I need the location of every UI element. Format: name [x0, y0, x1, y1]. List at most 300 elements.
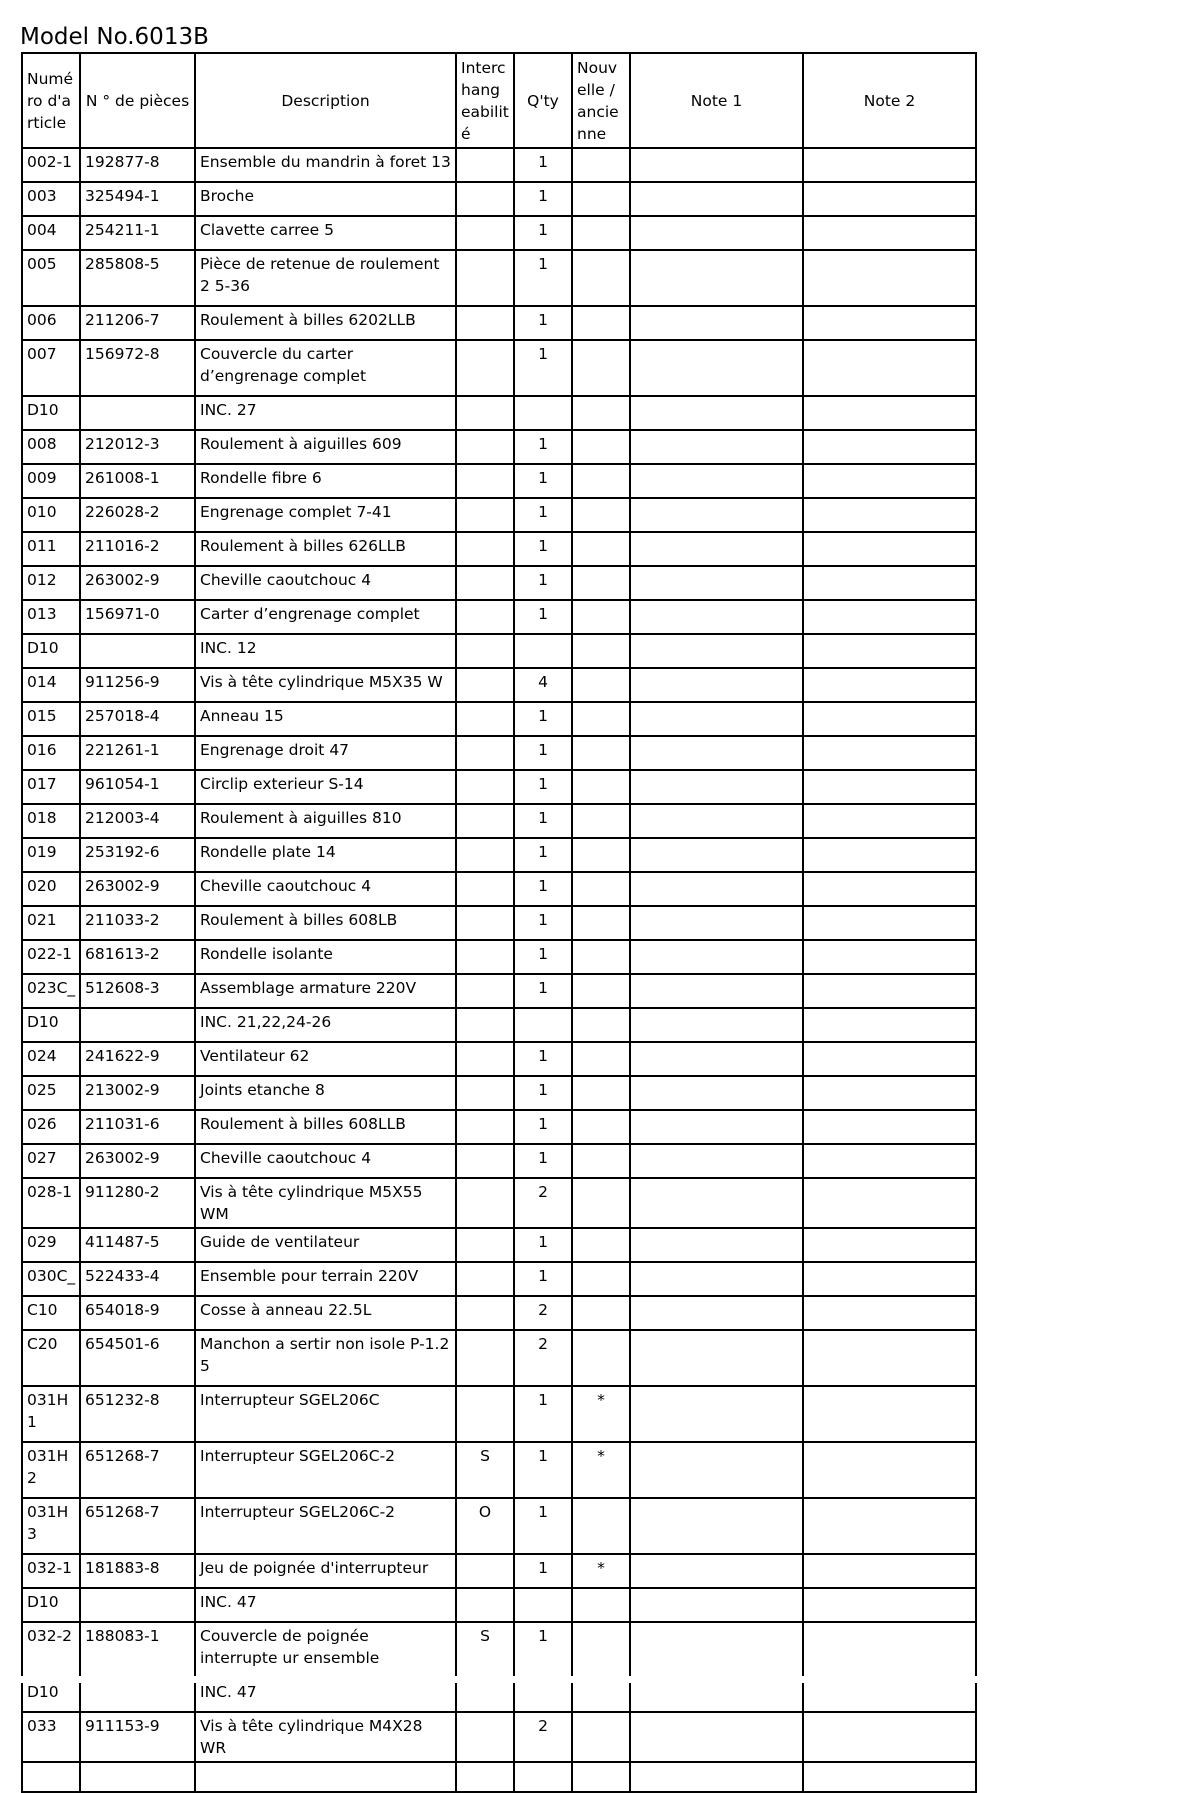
item-no-cell: 030C_ — [22, 1262, 80, 1296]
new-old-cell — [572, 770, 630, 804]
qty-cell: 2 — [514, 1330, 572, 1386]
note2-cell — [803, 974, 976, 1008]
qty-cell: 1 — [514, 182, 572, 216]
item-no-cell: 010 — [22, 498, 80, 532]
header-note2: Note 2 — [803, 53, 976, 148]
table-row — [22, 668, 976, 702]
new-old-cell — [572, 872, 630, 906]
note2-cell — [803, 216, 976, 250]
interchangeability-cell — [456, 148, 514, 182]
note2-cell — [803, 306, 976, 340]
interchangeability-cell — [456, 430, 514, 464]
table-row — [22, 148, 976, 182]
new-old-cell — [572, 306, 630, 340]
note1-cell — [630, 250, 803, 306]
table-row — [22, 1762, 976, 1792]
note2-cell — [803, 182, 976, 216]
part-no-cell: 181883-8 — [80, 1554, 195, 1588]
new-old-cell — [572, 396, 630, 430]
new-old-cell — [572, 532, 630, 566]
part-no-cell — [80, 634, 195, 668]
note2-cell — [803, 1386, 976, 1442]
note2-cell — [803, 1330, 976, 1386]
qty-cell: 1 — [514, 532, 572, 566]
interchangeability-cell — [456, 340, 514, 396]
description-cell: Cosse à anneau 22.5L — [195, 1296, 456, 1330]
description-cell: INC. 21,22,24-26 — [195, 1008, 456, 1042]
note1-cell — [630, 1678, 803, 1712]
description-cell: Ventilateur 62 — [195, 1042, 456, 1076]
part-no-cell: 911256-9 — [80, 668, 195, 702]
table-row — [22, 838, 976, 872]
note2-cell — [803, 838, 976, 872]
interchangeability-cell — [456, 250, 514, 306]
table-row — [22, 1178, 976, 1228]
item-no-cell: 026 — [22, 1110, 80, 1144]
item-no-cell: 014 — [22, 668, 80, 702]
note2-cell — [803, 1228, 976, 1262]
item-no-cell: 019 — [22, 838, 80, 872]
description-cell: Interrupteur SGEL206C-2 — [195, 1498, 456, 1554]
item-no-cell: 033 — [22, 1712, 80, 1762]
qty-cell: 1 — [514, 1076, 572, 1110]
qty-cell: 1 — [514, 1554, 572, 1588]
item-no-cell: 004 — [22, 216, 80, 250]
table-row — [22, 1008, 976, 1042]
note1-cell — [630, 1228, 803, 1262]
item-no-cell: 031H 2 — [22, 1442, 80, 1498]
interchangeability-cell — [456, 1110, 514, 1144]
note2-cell — [803, 1110, 976, 1144]
table-row — [22, 498, 976, 532]
qty-cell: 1 — [514, 770, 572, 804]
table-row — [22, 1076, 976, 1110]
new-old-cell — [572, 940, 630, 974]
table-row — [22, 396, 976, 430]
interchangeability-cell — [456, 1178, 514, 1228]
note2-cell — [803, 1262, 976, 1296]
note1-cell — [630, 1712, 803, 1762]
part-no-cell — [80, 1678, 195, 1712]
item-no-cell: 009 — [22, 464, 80, 498]
description-cell: Rondelle isolante — [195, 940, 456, 974]
table-row — [22, 702, 976, 736]
interchangeability-cell — [456, 216, 514, 250]
header-item-no: Numé ro d'a rticle — [22, 53, 80, 148]
parts-table-body — [22, 148, 976, 1792]
description-cell: Roulement à aiguilles 609 — [195, 430, 456, 464]
new-old-cell: * — [572, 1442, 630, 1498]
interchangeability-cell — [456, 702, 514, 736]
item-no-cell: D10 — [22, 1678, 80, 1712]
item-no-cell: 021 — [22, 906, 80, 940]
interchangeability-cell — [456, 306, 514, 340]
description-cell: Guide de ventilateur — [195, 1228, 456, 1262]
new-old-cell — [572, 1076, 630, 1110]
note2-cell — [803, 940, 976, 974]
item-no-cell: 011 — [22, 532, 80, 566]
table-row — [22, 306, 976, 340]
note1-cell — [630, 566, 803, 600]
qty-cell: 1 — [514, 906, 572, 940]
table-row — [22, 770, 976, 804]
item-no-cell — [22, 1762, 80, 1792]
description-cell: Couvercle de poignée interrupte ur ensemble — [195, 1622, 456, 1678]
description-cell: Manchon a sertir non isole P-1.2 5 — [195, 1330, 456, 1386]
note2-cell — [803, 1144, 976, 1178]
qty-cell: 1 — [514, 940, 572, 974]
note1-cell — [630, 600, 803, 634]
qty-cell: 1 — [514, 498, 572, 532]
qty-cell: 2 — [514, 1712, 572, 1762]
note2-cell — [803, 1442, 976, 1498]
note1-cell — [630, 182, 803, 216]
item-no-cell: 023C_ — [22, 974, 80, 1008]
note1-cell — [630, 1296, 803, 1330]
description-cell: Roulement à billes 608LB — [195, 906, 456, 940]
qty-cell — [514, 634, 572, 668]
qty-cell: 1 — [514, 1042, 572, 1076]
description-cell: Vis à tête cylindrique M5X55 WM — [195, 1178, 456, 1228]
note1-cell — [630, 340, 803, 396]
table-row — [22, 1296, 976, 1330]
note2-cell — [803, 1178, 976, 1228]
header-qty: Q'ty — [514, 53, 572, 148]
note1-cell — [630, 1178, 803, 1228]
new-old-cell — [572, 1262, 630, 1296]
description-cell — [195, 1762, 456, 1792]
table-row — [22, 1042, 976, 1076]
part-no-cell: 257018-4 — [80, 702, 195, 736]
item-no-cell: 020 — [22, 872, 80, 906]
description-cell: Engrenage droit 47 — [195, 736, 456, 770]
description-cell: Engrenage complet 7-41 — [195, 498, 456, 532]
interchangeability-cell — [456, 1386, 514, 1442]
qty-cell: 1 — [514, 872, 572, 906]
new-old-cell: * — [572, 1386, 630, 1442]
note2-cell — [803, 1678, 976, 1712]
interchangeability-cell — [456, 974, 514, 1008]
new-old-cell — [572, 1008, 630, 1042]
description-cell: Ensemble du mandrin à foret 13 — [195, 148, 456, 182]
part-no-cell: 156972-8 — [80, 340, 195, 396]
description-cell: Assemblage armature 220V — [195, 974, 456, 1008]
new-old-cell — [572, 736, 630, 770]
note2-cell — [803, 1762, 976, 1792]
item-no-cell: C10 — [22, 1296, 80, 1330]
description-cell: Anneau 15 — [195, 702, 456, 736]
new-old-cell — [572, 1228, 630, 1262]
qty-cell — [514, 396, 572, 430]
note2-cell — [803, 804, 976, 838]
item-no-cell: 006 — [22, 306, 80, 340]
note2-cell — [803, 906, 976, 940]
interchangeability-cell — [456, 1042, 514, 1076]
note2-cell — [803, 148, 976, 182]
qty-cell — [514, 1762, 572, 1792]
item-no-cell: 031H 3 — [22, 1498, 80, 1554]
table-row — [22, 736, 976, 770]
parts-table — [21, 52, 977, 1793]
description-cell: Cheville caoutchouc 4 — [195, 1144, 456, 1178]
table-row — [22, 464, 976, 498]
description-cell: Interrupteur SGEL206C-2 — [195, 1442, 456, 1498]
header-row — [22, 53, 976, 148]
note1-cell — [630, 974, 803, 1008]
note2-cell — [803, 872, 976, 906]
qty-cell: 1 — [514, 1442, 572, 1498]
qty-cell: 1 — [514, 974, 572, 1008]
note1-cell — [630, 804, 803, 838]
interchangeability-cell — [456, 1554, 514, 1588]
note1-cell — [630, 148, 803, 182]
table-row — [22, 1498, 976, 1554]
note2-cell — [803, 250, 976, 306]
interchangeability-cell — [456, 464, 514, 498]
item-no-cell: 013 — [22, 600, 80, 634]
note1-cell — [630, 1386, 803, 1442]
interchangeability-cell — [456, 1144, 514, 1178]
part-no-cell: 654018-9 — [80, 1296, 195, 1330]
new-old-cell — [572, 600, 630, 634]
note1-cell — [630, 1076, 803, 1110]
description-cell: INC. 27 — [195, 396, 456, 430]
table-row — [22, 872, 976, 906]
qty-cell: 1 — [514, 1622, 572, 1678]
qty-cell: 1 — [514, 464, 572, 498]
note1-cell — [630, 770, 803, 804]
qty-cell: 1 — [514, 702, 572, 736]
note1-cell — [630, 838, 803, 872]
note1-cell — [630, 216, 803, 250]
note2-cell — [803, 1296, 976, 1330]
description-cell: Cheville caoutchouc 4 — [195, 566, 456, 600]
new-old-cell — [572, 1296, 630, 1330]
qty-cell: 1 — [514, 1228, 572, 1262]
table-row — [22, 182, 976, 216]
description-cell: Couvercle du carter d’engrenage complet — [195, 340, 456, 396]
note1-cell — [630, 736, 803, 770]
item-no-cell: 029 — [22, 1228, 80, 1262]
note2-cell — [803, 702, 976, 736]
part-no-cell: 911280-2 — [80, 1178, 195, 1228]
note1-cell — [630, 702, 803, 736]
description-cell: INC. 47 — [195, 1588, 456, 1622]
item-no-cell: C20 — [22, 1330, 80, 1386]
new-old-cell — [572, 1622, 630, 1678]
part-no-cell: 213002-9 — [80, 1076, 195, 1110]
new-old-cell — [572, 634, 630, 668]
table-row — [22, 1110, 976, 1144]
table-row — [22, 1678, 976, 1712]
interchangeability-cell — [456, 770, 514, 804]
qty-cell — [514, 1678, 572, 1712]
qty-cell: 1 — [514, 430, 572, 464]
page-title: Model No.6013B — [20, 24, 209, 50]
item-no-cell: 016 — [22, 736, 80, 770]
interchangeability-cell — [456, 566, 514, 600]
description-cell: Broche — [195, 182, 456, 216]
new-old-cell — [572, 430, 630, 464]
new-old-cell — [572, 1144, 630, 1178]
page-edge — [0, 1676, 1190, 1683]
qty-cell: 1 — [514, 1144, 572, 1178]
new-old-cell — [572, 1712, 630, 1762]
new-old-cell — [572, 906, 630, 940]
item-no-cell: D10 — [22, 1008, 80, 1042]
part-no-cell: 211033-2 — [80, 906, 195, 940]
qty-cell: 1 — [514, 838, 572, 872]
part-no-cell: 211206-7 — [80, 306, 195, 340]
part-no-cell: 156971-0 — [80, 600, 195, 634]
note1-cell — [630, 1762, 803, 1792]
note2-cell — [803, 1712, 976, 1762]
note1-cell — [630, 872, 803, 906]
description-cell: Roulement à aiguilles 810 — [195, 804, 456, 838]
new-old-cell — [572, 1762, 630, 1792]
table-row — [22, 1588, 976, 1622]
new-old-cell — [572, 1330, 630, 1386]
description-cell: Vis à tête cylindrique M5X35 W — [195, 668, 456, 702]
description-cell: Ensemble pour terrain 220V — [195, 1262, 456, 1296]
note2-cell — [803, 532, 976, 566]
interchangeability-cell — [456, 872, 514, 906]
description-cell: Rondelle fibre 6 — [195, 464, 456, 498]
interchangeability-cell — [456, 804, 514, 838]
qty-cell: 1 — [514, 566, 572, 600]
header-description: Description — [195, 53, 456, 148]
new-old-cell — [572, 182, 630, 216]
new-old-cell — [572, 216, 630, 250]
description-cell: INC. 12 — [195, 634, 456, 668]
item-no-cell: 003 — [22, 182, 80, 216]
part-no-cell — [80, 396, 195, 430]
new-old-cell — [572, 1042, 630, 1076]
description-cell: Roulement à billes 6202LLB — [195, 306, 456, 340]
new-old-cell — [572, 1588, 630, 1622]
interchangeability-cell — [456, 668, 514, 702]
new-old-cell — [572, 464, 630, 498]
interchangeability-cell — [456, 1262, 514, 1296]
part-no-cell: 254211-1 — [80, 216, 195, 250]
part-no-cell: 654501-6 — [80, 1330, 195, 1386]
item-no-cell: 028-1 — [22, 1178, 80, 1228]
qty-cell: 1 — [514, 1110, 572, 1144]
note1-cell — [630, 430, 803, 464]
interchangeability-cell — [456, 906, 514, 940]
item-no-cell: 027 — [22, 1144, 80, 1178]
interchangeability-cell — [456, 1330, 514, 1386]
note2-cell — [803, 1554, 976, 1588]
table-row — [22, 1554, 976, 1588]
part-no-cell: 411487-5 — [80, 1228, 195, 1262]
description-cell: Jeu de poignée d'interrupteur — [195, 1554, 456, 1588]
part-no-cell: 651232-8 — [80, 1386, 195, 1442]
part-no-cell: 261008-1 — [80, 464, 195, 498]
part-no-cell — [80, 1762, 195, 1792]
part-no-cell: 522433-4 — [80, 1262, 195, 1296]
description-cell: Roulement à billes 626LLB — [195, 532, 456, 566]
table-row — [22, 216, 976, 250]
interchangeability-cell: S — [456, 1622, 514, 1678]
part-no-cell: 681613-2 — [80, 940, 195, 974]
note1-cell — [630, 1554, 803, 1588]
qty-cell: 1 — [514, 306, 572, 340]
table-row — [22, 1712, 976, 1762]
header-note1: Note 1 — [630, 53, 803, 148]
interchangeability-cell — [456, 1076, 514, 1110]
interchangeability-cell — [456, 838, 514, 872]
interchangeability-cell: S — [456, 1442, 514, 1498]
header-interchangeability: Interc hang eabilit é — [456, 53, 514, 148]
note1-cell — [630, 1442, 803, 1498]
part-no-cell: 212003-4 — [80, 804, 195, 838]
item-no-cell: 012 — [22, 566, 80, 600]
table-row — [22, 1442, 976, 1498]
new-old-cell — [572, 974, 630, 1008]
table-row — [22, 1144, 976, 1178]
qty-cell: 1 — [514, 216, 572, 250]
qty-cell: 4 — [514, 668, 572, 702]
part-no-cell: 211031-6 — [80, 1110, 195, 1144]
part-no-cell: 512608-3 — [80, 974, 195, 1008]
interchangeability-cell — [456, 1228, 514, 1262]
note2-cell — [803, 770, 976, 804]
item-no-cell: 017 — [22, 770, 80, 804]
interchangeability-cell — [456, 498, 514, 532]
note1-cell — [630, 1042, 803, 1076]
part-no-cell: 211016-2 — [80, 532, 195, 566]
note1-cell — [630, 1144, 803, 1178]
description-cell: Joints etanche 8 — [195, 1076, 456, 1110]
note1-cell — [630, 1588, 803, 1622]
note1-cell — [630, 940, 803, 974]
part-no-cell: 263002-9 — [80, 566, 195, 600]
item-no-cell: 018 — [22, 804, 80, 838]
part-no-cell: 212012-3 — [80, 430, 195, 464]
note2-cell — [803, 396, 976, 430]
item-no-cell: 031H 1 — [22, 1386, 80, 1442]
note2-cell — [803, 600, 976, 634]
description-cell: INC. 47 — [195, 1678, 456, 1712]
new-old-cell: * — [572, 1554, 630, 1588]
qty-cell: 1 — [514, 1386, 572, 1442]
part-no-cell: 241622-9 — [80, 1042, 195, 1076]
interchangeability-cell — [456, 1296, 514, 1330]
table-row — [22, 804, 976, 838]
interchangeability-cell — [456, 736, 514, 770]
part-no-cell: 961054-1 — [80, 770, 195, 804]
table-row — [22, 940, 976, 974]
note2-cell — [803, 566, 976, 600]
item-no-cell: 032-2 — [22, 1622, 80, 1678]
new-old-cell — [572, 250, 630, 306]
qty-cell: 2 — [514, 1296, 572, 1330]
note2-cell — [803, 498, 976, 532]
new-old-cell — [572, 804, 630, 838]
table-row — [22, 340, 976, 396]
description-cell: Vis à tête cylindrique M4X28 WR — [195, 1712, 456, 1762]
part-no-cell: 651268-7 — [80, 1498, 195, 1554]
note2-cell — [803, 430, 976, 464]
table-row — [22, 1622, 976, 1678]
item-no-cell: 025 — [22, 1076, 80, 1110]
note2-cell — [803, 634, 976, 668]
table-row — [22, 634, 976, 668]
description-cell: Pièce de retenue de roulement 2 5-36 — [195, 250, 456, 306]
note1-cell — [630, 1110, 803, 1144]
new-old-cell — [572, 1678, 630, 1712]
